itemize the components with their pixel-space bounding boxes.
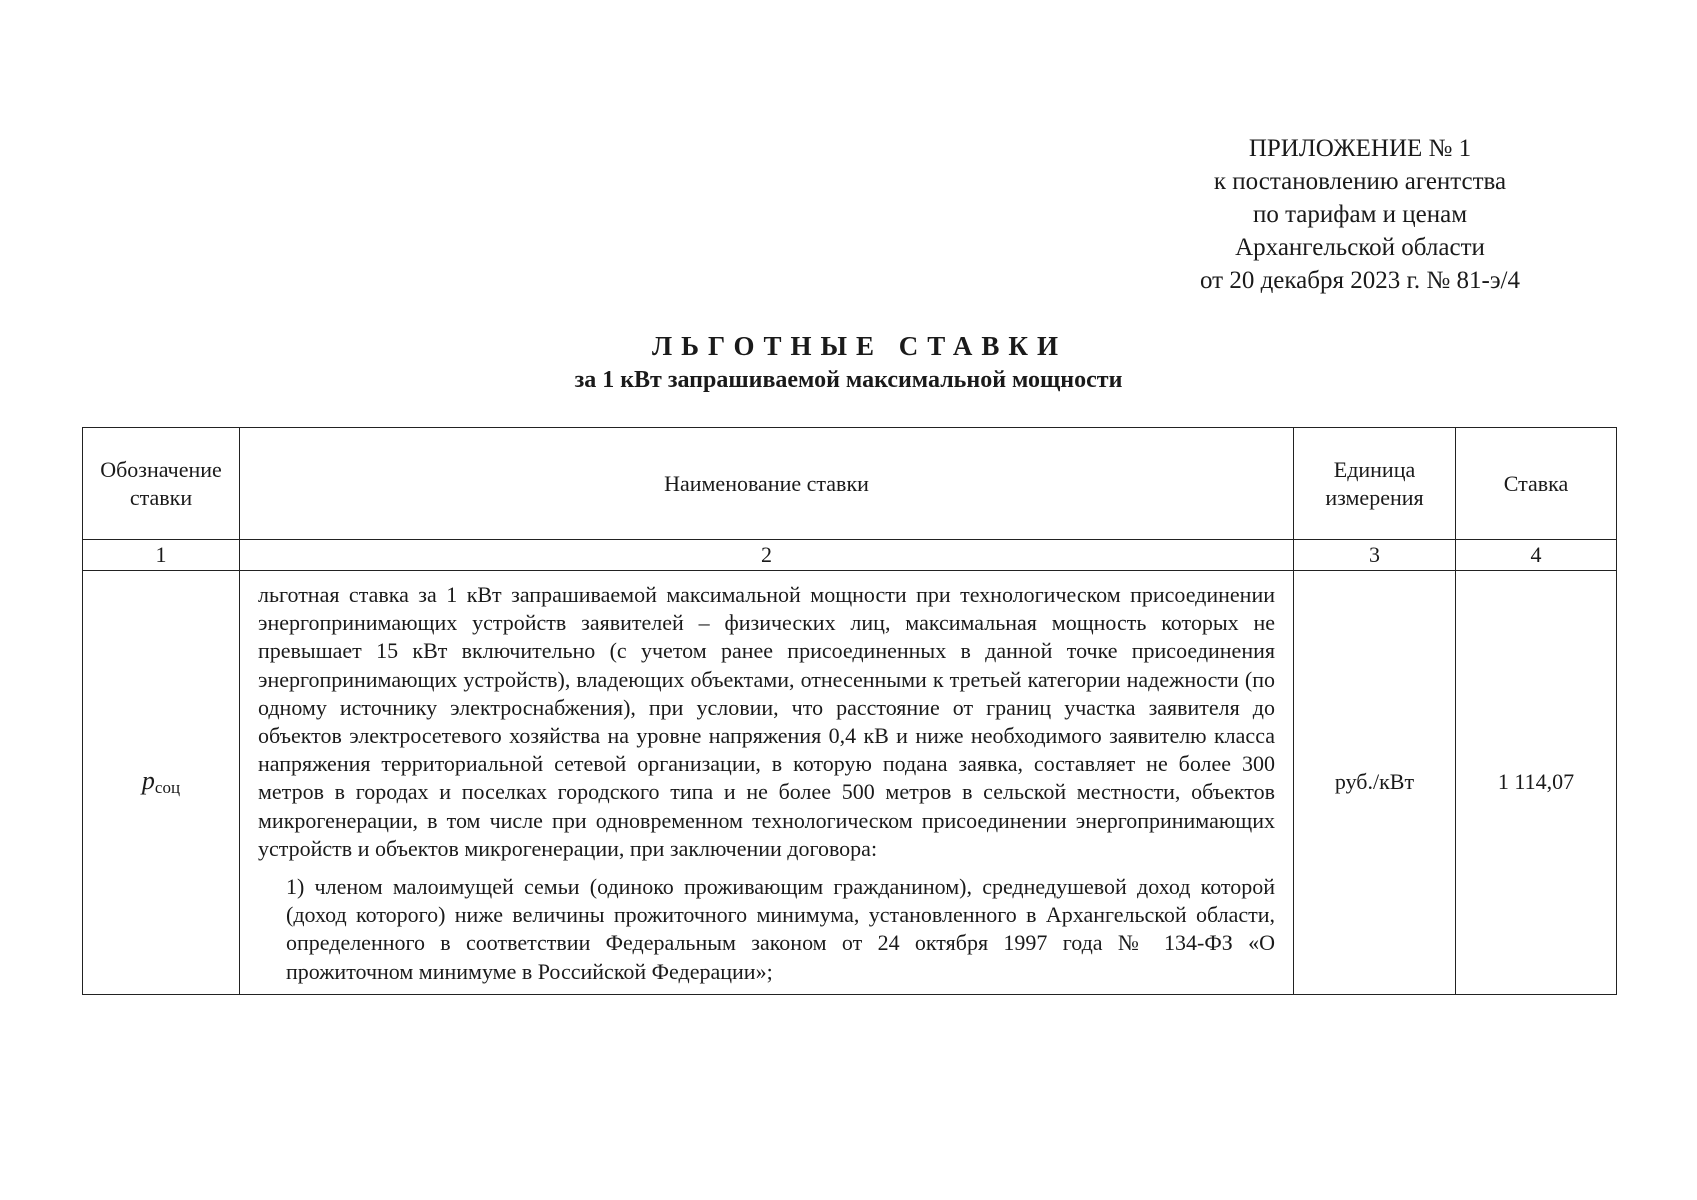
rate-description: льготная ставка за 1 кВт запрашиваемой максимальной мощности при технологическом присоединении энергопринимающих устройств заявителей – физических лиц, максимальная мощность которых не превышает 15 кВт включительно (с учетом ранее присоединенных в данной точке присоединения энергопринимающих устройств), владеющих объектами, отнесенными к третьей категории надежности (по одному источнику электроснабжения), при условии, что расстояние от границ участка заявителя до объектов электросетевого хозяйства на уровне напряжения 0,4 кВ и ниже необходимого заявителю класса напряжения территориальной сетевой организации, в которую подана заявка, составляет не более 300 метров в городах и поселках городского типа и не более 500 метров в сельской местности, объектов микрогенерации, в том числе при одновременном технологическом присоединении энергопринимающих устройств и объектов микрогенерации, при заключении договора: [258, 582, 1275, 861]
rate-condition-item: 1) членом малоимущей семьи (одиноко проживающим гражданином), среднедушевой доход которой (доход которого) ниже величины прожиточного минимума, установленного в Архангельской области, определенного в соответствии Федеральным законом от 24 октября 1997 года № 134-ФЗ «О прожиточном минимуме в Российской Федерации»; [286, 874, 1275, 984]
rate-symbol [141, 766, 181, 798]
header-unit: Единица измерения [1294, 428, 1456, 540]
appendix-line-resolution: к постановлению агентства [1213, 168, 1507, 195]
appendix-line-region: Архангельской области [1235, 234, 1485, 261]
header-rate: Ставка [1456, 428, 1617, 540]
document-title-sub: за 1 кВт запрашиваемой максимальной мощности [574, 367, 1123, 393]
column-number: 3 [1294, 540, 1456, 571]
table-row [83, 571, 1617, 995]
header-name: Наименование ставки [240, 428, 1294, 540]
rate-value: 1 114,07 [1456, 571, 1617, 995]
header-symbol: Обозначение ставки [83, 428, 240, 540]
column-number: 1 [83, 540, 240, 571]
appendix-header [1140, 132, 1580, 297]
document-title-main: ЛЬГОТНЫЕ СТАВКИ [651, 331, 1067, 361]
rates-table [82, 427, 1617, 995]
table-number-row [83, 540, 1617, 571]
appendix-title: ПРИЛОЖЕНИЕ № 1 [1248, 135, 1472, 162]
rate-symbol-base: p [141, 766, 155, 796]
appendix-line-agency: по тарифам и ценам [1252, 201, 1468, 228]
column-number: 2 [240, 540, 1294, 571]
appendix-line-date: от 20 декабря 2023 г. № 81-э/4 [1199, 267, 1521, 294]
document-title [0, 328, 1697, 396]
rate-unit: руб./кВт [1294, 571, 1456, 995]
rate-description-cell [240, 571, 1294, 995]
rate-symbol-subscript: соц [154, 778, 181, 798]
column-number: 4 [1456, 540, 1617, 571]
rate-symbol-cell [83, 571, 240, 995]
table-header-row [83, 428, 1617, 540]
